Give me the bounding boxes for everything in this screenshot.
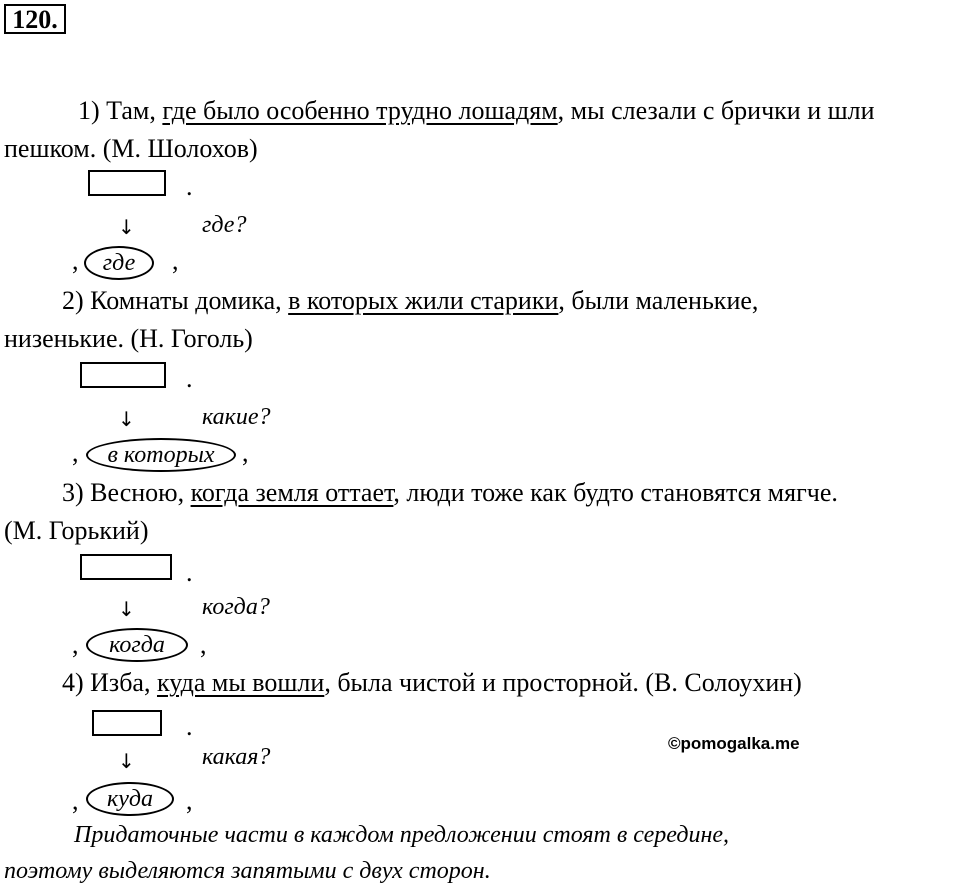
main-clause-box-3 bbox=[80, 554, 172, 580]
sentence-1-line-1 bbox=[78, 96, 875, 126]
main-clause-box-4 bbox=[92, 710, 162, 736]
comma-1-left: , bbox=[72, 246, 79, 275]
question-3: когда? bbox=[202, 594, 270, 620]
sentence-2-rest: , были маленькие, bbox=[558, 286, 759, 315]
sentence-2-line-2: низенькие. (Н. Гоголь) bbox=[4, 324, 253, 353]
sentence-1-subordinate-clause: где было особенно трудно лошадям bbox=[162, 96, 558, 125]
down-arrow-icon-1: ↓ bbox=[118, 215, 135, 239]
main-clause-box-1 bbox=[88, 170, 166, 196]
main-clause-box-2 bbox=[80, 362, 166, 388]
conclusion-line-1: Придаточные части в каждом предложении стоят в середине, bbox=[74, 822, 730, 848]
period-3: . bbox=[186, 558, 193, 587]
conjunction-oval-4: куда bbox=[86, 782, 174, 816]
down-arrow-icon-3: ↓ bbox=[118, 597, 135, 621]
sentence-4-rest: , была чистой и просторной. (В. Солоухин) bbox=[324, 668, 802, 697]
watermark: ©pomogalka.me bbox=[668, 734, 800, 753]
sentence-1-number: 1) Там, bbox=[78, 96, 163, 125]
comma-2-right: , bbox=[242, 438, 249, 467]
question-1: где? bbox=[202, 212, 247, 238]
sentence-1-line-2: пешком. (М. Шолохов) bbox=[4, 134, 258, 163]
sentence-2-subordinate-clause: в которых жили старики bbox=[288, 286, 559, 315]
conjunction-oval-3: когда bbox=[86, 628, 188, 662]
down-arrow-icon-2: ↓ bbox=[118, 407, 135, 431]
conjunction-oval-2: в которых bbox=[86, 438, 236, 472]
sentence-4-subordinate-clause: куда мы вошли bbox=[156, 668, 325, 697]
period-2: . bbox=[186, 364, 193, 393]
comma-3-left: , bbox=[72, 630, 79, 659]
sentence-4-number: 4) Изба, bbox=[62, 668, 157, 697]
sentence-3-rest: , люди тоже как будто становятся мягче. bbox=[393, 478, 838, 507]
comma-1-right: , bbox=[172, 246, 179, 275]
sentence-3-subordinate-clause: когда земля оттает bbox=[190, 478, 394, 507]
question-2: какие? bbox=[202, 404, 271, 430]
sentence-3-line-1 bbox=[62, 478, 838, 508]
question-4: какая? bbox=[202, 744, 271, 770]
sentence-2-number: 2) Комнаты домика, bbox=[62, 286, 289, 315]
comma-2-left: , bbox=[72, 438, 79, 467]
sentence-2-line-1 bbox=[62, 286, 758, 316]
sentence-1-rest: , мы слезали с брички и шли bbox=[557, 96, 875, 125]
exercise-number: 120. bbox=[4, 4, 66, 34]
period-4: . bbox=[186, 712, 193, 741]
down-arrow-icon-4: ↓ bbox=[118, 749, 135, 773]
sentence-4-line-1 bbox=[62, 668, 802, 698]
conjunction-oval-1: где bbox=[84, 246, 154, 280]
comma-4-left: , bbox=[72, 786, 79, 815]
comma-3-right: , bbox=[200, 630, 207, 659]
comma-4-right: , bbox=[186, 786, 193, 815]
sentence-3-number: 3) Весною, bbox=[62, 478, 191, 507]
sentence-3-line-2: (М. Горький) bbox=[4, 516, 149, 545]
period-1: . bbox=[186, 172, 193, 201]
conclusion-line-2: поэтому выделяются запятыми с двух сторон. bbox=[4, 858, 491, 884]
